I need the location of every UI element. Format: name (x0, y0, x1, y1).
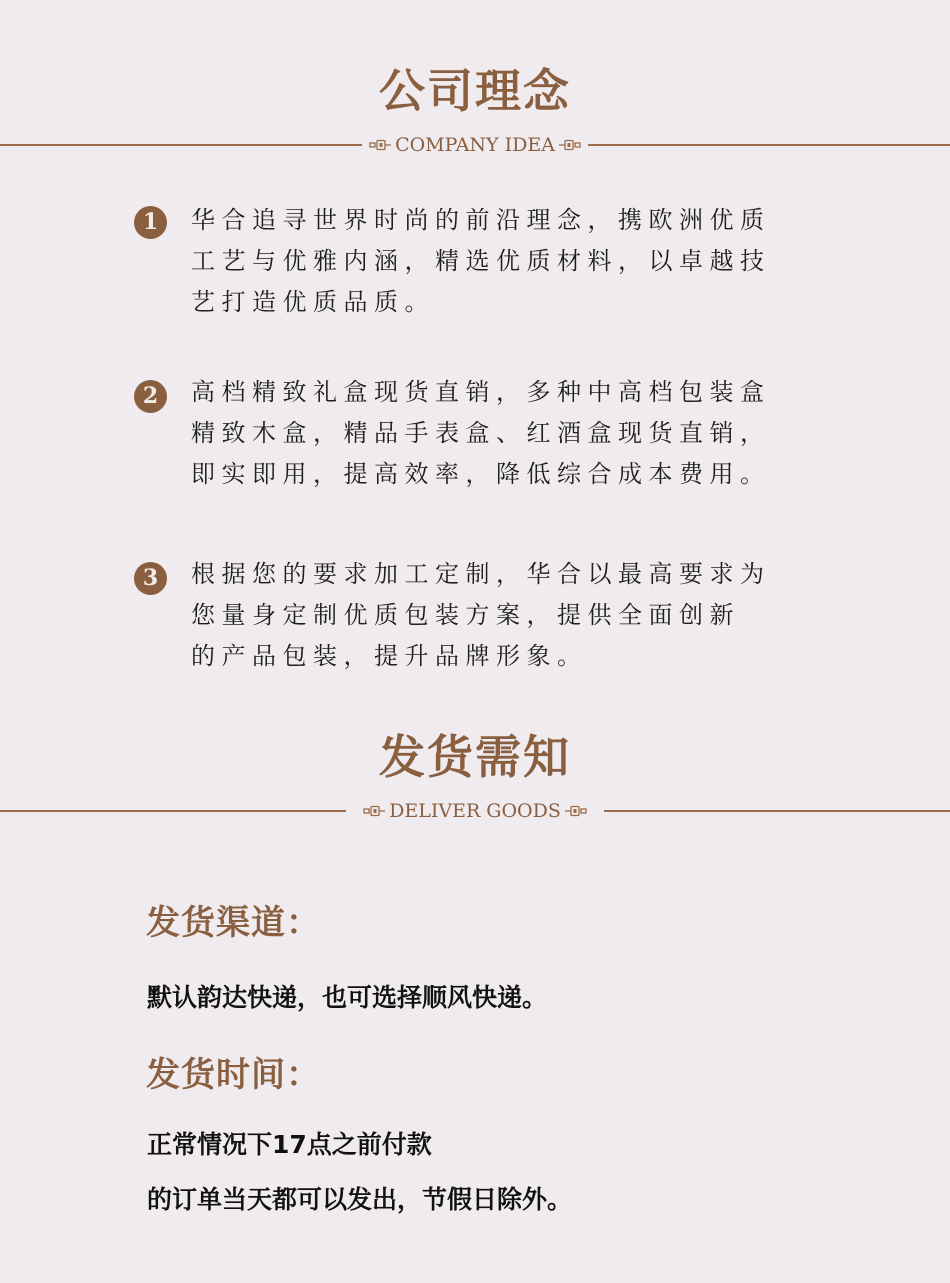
company-idea-title: 公司理念 (379, 64, 571, 118)
idea-item-2-text: 高档精致礼盒现货直销，多种中高档包装盒 精致木盒，精品手表盒、红酒盒现货直销， 即实即用，提高效率，降低综合成本费用。 (191, 378, 771, 488)
shipping-channel-heading: 发货渠道： (146, 903, 321, 943)
divider-ornament-icon (363, 805, 385, 817)
divider-ornament-icon (369, 139, 391, 151)
divider-ornament-icon (559, 139, 581, 151)
shipping-time-heading: 发货时间： (146, 1055, 321, 1095)
company-idea-subtitle: COMPANY IDEA (395, 134, 555, 156)
shipping-time-text: 正常情况下17点之前付款 的订单当天都可以发出，节假日除外。 (147, 1130, 573, 1214)
idea-item-1-text: 华合追寻世界时尚的前沿理念，携欧洲优质 工艺与优雅内涵，精选优质材料，以卓越技 艺打造优质品质。 (191, 206, 771, 316)
delivery-divider (0, 799, 950, 823)
number-badge-1: 1 (134, 206, 167, 239)
delivery-title: 发货需知 (379, 730, 571, 784)
divider-ornament-icon (565, 805, 587, 817)
shipping-channel-text: 默认韵达快递，也可选择顺风快递。 (147, 983, 548, 1012)
idea-item-3-text: 根据您的要求加工定制，华合以最高要求为 您量身定制优质包装方案，提供全面创新 的产品包装，提升品牌形象。 (191, 560, 771, 670)
number-badge-3: 3 (134, 562, 167, 595)
delivery-subtitle: DELIVER GOODS (389, 800, 561, 822)
company-idea-divider (0, 133, 950, 157)
number-badge-2: 2 (134, 380, 167, 413)
